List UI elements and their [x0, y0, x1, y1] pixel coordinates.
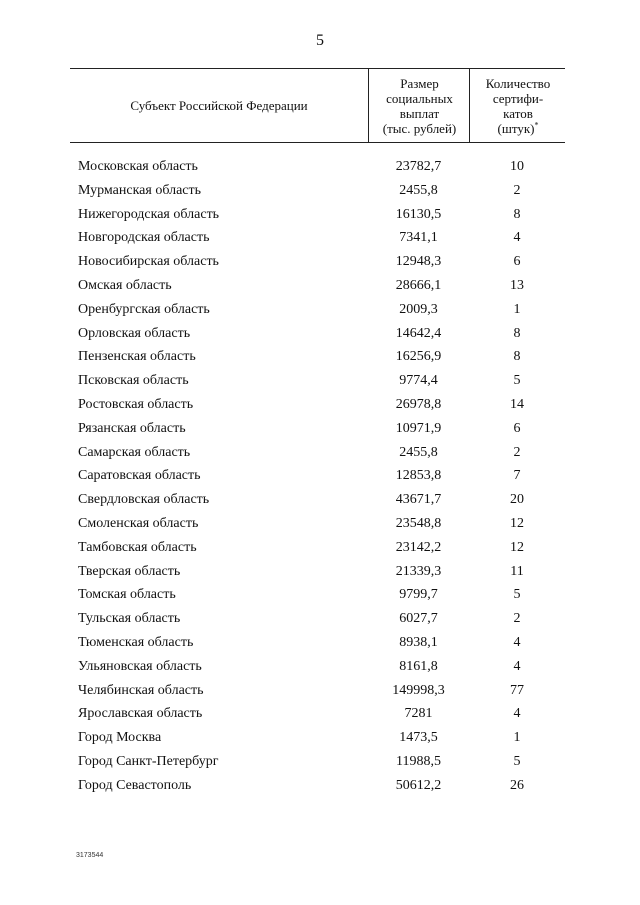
- subject-name: Тверская область: [78, 563, 181, 579]
- certificate-count: 1: [513, 301, 521, 317]
- table-row: [70, 607, 565, 631]
- subject-name: Томская область: [78, 587, 176, 603]
- subject-name: Орловская область: [78, 325, 191, 341]
- payment-amount: 16256,9: [395, 349, 442, 365]
- certificate-count: 14: [510, 396, 524, 412]
- table-row: [70, 369, 565, 393]
- footnote-mark: *: [534, 120, 539, 130]
- certificate-count: 4: [513, 230, 521, 246]
- payment-amount: 8938,1: [399, 634, 438, 650]
- table-row: [70, 726, 565, 750]
- payment-amount: 23142,2: [395, 539, 442, 555]
- payment-amount: 7341,1: [399, 230, 438, 246]
- payment-amount: 23782,7: [395, 159, 442, 174]
- payment-amount: 2009,3: [399, 301, 438, 317]
- header-subject-label: Субъект Российской Федерации: [130, 98, 308, 113]
- subject-name: Город Севастополь: [78, 777, 192, 793]
- subject-name: Рязанская область: [78, 420, 186, 436]
- table-row: [70, 702, 565, 726]
- payment-amount: 14642,4: [395, 325, 442, 341]
- table-row: [70, 536, 565, 560]
- document-code: 3173544: [76, 852, 104, 859]
- table-row: [70, 250, 565, 274]
- payment-amount: 1473,5: [399, 730, 438, 746]
- payment-amount: 50612,2: [395, 777, 442, 793]
- subject-name: Смоленская область: [78, 515, 199, 531]
- table-row: [70, 226, 565, 250]
- table-body: [70, 155, 565, 798]
- subject-name: Омская область: [78, 277, 172, 293]
- subject-name: Новгородская область: [78, 230, 210, 246]
- table-row: [70, 488, 565, 512]
- certificate-count: 5: [513, 373, 521, 389]
- certificate-count: 2: [513, 444, 521, 460]
- payment-amount: 43671,7: [395, 492, 442, 508]
- subject-name: Тюменская область: [78, 634, 194, 650]
- table-row: [70, 774, 565, 798]
- page-number: 5: [316, 32, 324, 49]
- payment-amount: 26978,8: [395, 396, 442, 412]
- payment-amount: 7281: [404, 706, 433, 722]
- payment-amount: 12853,8: [395, 468, 442, 484]
- certificate-count: 12: [510, 539, 524, 555]
- table-row: [70, 298, 565, 322]
- subject-name: Нижегородская область: [78, 206, 220, 222]
- table-row: [70, 750, 565, 774]
- subject-name: Город Москва: [78, 730, 162, 746]
- certificate-count: 77: [510, 682, 524, 698]
- payment-amount: 8161,8: [399, 658, 438, 674]
- certificate-count: 2: [513, 611, 521, 627]
- certificate-count: 13: [510, 277, 524, 293]
- table-row: [70, 583, 565, 607]
- header-certificates-label: Количество сертифи- катов (штук): [485, 75, 551, 136]
- subject-name: Ярославская область: [78, 706, 203, 722]
- header-subject: [70, 69, 368, 142]
- payment-amount: 9774,4: [399, 373, 438, 389]
- certificate-count: 8: [513, 206, 521, 222]
- subject-name: Пензенская область: [78, 349, 196, 365]
- certificate-count: 4: [513, 706, 521, 722]
- subject-name: Новосибирская область: [78, 254, 219, 270]
- certificate-count: 8: [513, 349, 521, 365]
- certificate-count: 7: [513, 468, 521, 484]
- payment-amount: 23548,8: [395, 515, 442, 531]
- table-row: [70, 631, 565, 655]
- subject-name: Тульская область: [78, 611, 181, 627]
- subject-name: Самарская область: [78, 444, 191, 460]
- certificate-count: 8: [513, 325, 521, 341]
- payment-amount: 2455,8: [399, 182, 438, 198]
- certificate-count: 6: [513, 254, 521, 270]
- payment-amount: 9799,7: [399, 587, 438, 603]
- header-certificates-wrap: [486, 76, 550, 136]
- certificate-count: 5: [513, 587, 521, 603]
- table-row: [70, 322, 565, 346]
- table-row: [70, 155, 565, 179]
- payment-amount: 2455,8: [399, 444, 438, 460]
- table-row: [70, 679, 565, 703]
- certificate-count: 4: [513, 634, 521, 650]
- header-payments: [368, 69, 470, 142]
- certificate-count: 20: [510, 492, 524, 508]
- table-row: [70, 179, 565, 203]
- certificate-count: 10: [510, 159, 524, 174]
- table-row: [70, 203, 565, 227]
- certificate-count: 4: [513, 658, 521, 674]
- subject-name: Ростовская область: [78, 396, 194, 412]
- table-row: [70, 393, 565, 417]
- table-row: [70, 345, 565, 369]
- subject-name: Московская область: [78, 159, 198, 174]
- payment-amount: 21339,3: [395, 563, 442, 579]
- table-row: [70, 464, 565, 488]
- subject-name: Мурманская область: [78, 182, 202, 198]
- table-row: [70, 274, 565, 298]
- payment-amount: 11988,5: [396, 753, 441, 769]
- subject-name: Тамбовская область: [78, 539, 197, 555]
- table-header: [70, 68, 565, 143]
- table-row: [70, 655, 565, 679]
- subject-name: Псковская область: [78, 373, 189, 389]
- subject-name: Город Санкт-Петербург: [78, 753, 219, 769]
- payment-amount: 16130,5: [395, 206, 442, 222]
- subject-name: Саратовская область: [78, 468, 201, 484]
- subject-name: Оренбургская область: [78, 301, 210, 317]
- table-row: [70, 512, 565, 536]
- table-row: [70, 560, 565, 584]
- header-certificates: [469, 69, 566, 142]
- certificate-count: 12: [510, 515, 524, 531]
- certificate-count: 26: [510, 777, 524, 793]
- subject-name: Челябинская область: [78, 682, 204, 698]
- table-row: [70, 417, 565, 441]
- certificate-count: 5: [513, 753, 521, 769]
- certificate-count: 1: [513, 730, 521, 746]
- payment-amount: 149998,3: [392, 682, 445, 698]
- certificate-count: 6: [513, 420, 521, 436]
- subject-name: Свердловская область: [78, 492, 210, 508]
- payment-amount: 12948,3: [395, 254, 442, 270]
- payment-amount: 6027,7: [399, 611, 438, 627]
- payment-amount: 10971,9: [395, 420, 442, 436]
- subject-name: Ульяновская область: [78, 658, 202, 674]
- table-row: [70, 441, 565, 465]
- certificate-count: 11: [510, 563, 524, 579]
- header-payments-label: Размер социальных выплат (тыс. рублей): [382, 75, 457, 136]
- payment-amount: 28666,1: [395, 277, 442, 293]
- certificate-count: 2: [513, 182, 521, 198]
